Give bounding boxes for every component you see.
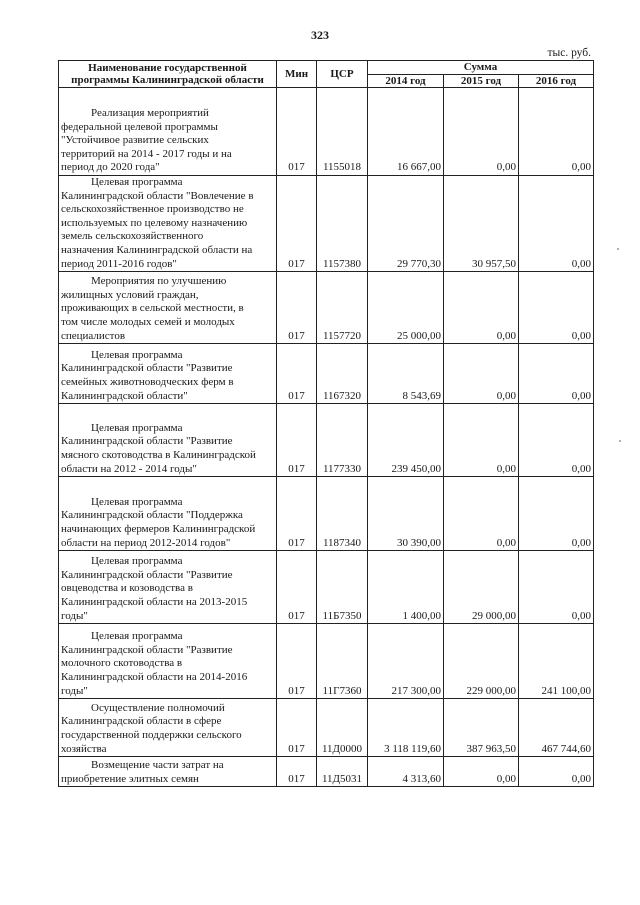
header-row-1 [59,61,594,75]
program-name-line: хозяйства [61,742,107,755]
header-year-2015: 2015 год [444,74,519,88]
csr-code-cell: 1155018 [317,88,368,176]
program-name-line: Реализация мероприятий [91,107,209,120]
sum-2015-cell: 29 000,00 [444,551,519,624]
sum-2016-cell: 467 744,60 [519,699,594,757]
program-name-line: период 2011-2016 годов" [61,257,177,270]
header-csr: ЦСР [317,61,368,88]
program-name-line: Целевая программа [91,176,183,188]
sum-2016-cell: 241 100,00 [519,624,594,699]
program-name-line: государственной поддержки сельского [61,728,242,741]
table-row [59,404,594,477]
ministry-code-cell: 017 [277,699,317,757]
sum-2014-cell: 25 000,00 [368,272,444,344]
program-name-line: Калининградской области "Поддержка [61,509,243,522]
ministry-code-cell: 017 [277,88,317,176]
program-name-cell [59,176,277,272]
program-name-line: семейных животноводческих ферм в [61,375,234,388]
ministry-code-cell: 017 [277,344,317,404]
sum-2016-cell: 0,00 [519,88,594,176]
program-name-cell [59,404,277,477]
program-name-line: Осуществление полномочий [91,701,225,714]
csr-code-cell: 11Г7360 [317,624,368,699]
csr-code-cell: 11Д0000 [317,699,368,757]
program-name-line: Калининградской области "Развитие [61,435,233,448]
table-row [59,624,594,699]
program-name-line: "Устойчивое развитие сельских [61,134,209,147]
page-number: 323 [311,28,329,42]
program-name-line: Возмещение части затрат на [91,758,224,771]
ministry-code-cell: 017 [277,272,317,344]
header-year-2016: 2016 год [519,74,594,88]
program-name-line: проживающих в сельской местности, в [61,302,244,315]
csr-code-cell: 1157720 [317,272,368,344]
sum-2014-cell: 1 400,00 [368,551,444,624]
program-name-line: области на 2012 - 2014 годы" [61,462,197,475]
csr-code-cell: 1167320 [317,344,368,404]
program-name-cell [59,88,277,176]
csr-code-cell: 11Д5031 [317,757,368,787]
program-name-line: назначения Калининградской области на [61,243,253,256]
program-name-line: Калининградской области в сфере [61,715,222,728]
program-name-line: начинающих фермеров Калининградской [61,522,256,535]
sum-2016-cell: 0,00 [519,344,594,404]
budget-table [58,60,594,787]
program-name-line: Целевая программа [91,555,183,568]
ministry-code-cell: 017 [277,624,317,699]
program-name-line: Калининградской области "Развитие [61,362,233,375]
program-name-line: территорий на 2014 - 2017 годы и на [61,147,232,160]
program-name-cell [59,551,277,624]
program-name-line: земель сельскохозяйственного [61,230,204,243]
sum-2015-cell: 0,00 [444,344,519,404]
table-row [59,699,594,757]
program-name-line: том числе молодых семей и молодых [61,315,235,328]
program-name-line: специалистов [61,329,126,342]
sum-2014-cell: 29 770,30 [368,176,444,272]
program-name-line: Целевая программа [91,421,183,434]
program-name-line: Целевая программа [91,495,183,508]
sum-2014-cell: 3 118 119,60 [368,699,444,757]
program-name-line: области на период 2012-2014 годов" [61,536,231,549]
program-name-line: годы" [61,684,88,697]
program-name-line: годы" [61,609,88,622]
program-name-line: Калининградской области на 2014-2016 [61,670,248,683]
header-sum: Сумма [368,61,594,75]
table-row [59,757,594,787]
table-row [59,477,594,551]
ministry-code-cell: 017 [277,551,317,624]
csr-code-cell: 1177330 [317,404,368,477]
program-name-line: Калининградской области "Развитие [61,643,233,656]
sum-2016-cell: 0,00 [519,757,594,787]
sum-2016-cell: 0,00 [519,272,594,344]
sum-2014-cell: 217 300,00 [368,624,444,699]
ministry-code-cell: 017 [277,757,317,787]
program-name-line: Калининградской области на 2013-2015 [61,595,248,608]
program-name-line: период до 2020 года" [61,161,160,174]
program-name-cell [59,344,277,404]
program-name-line: сельскохозяйственное производство не [61,203,244,216]
program-name-line: жилищных условий граждан, [61,288,199,301]
sum-2014-cell: 239 450,00 [368,404,444,477]
table-row [59,176,594,272]
table-row [59,344,594,404]
program-name-line: федеральной целевой программы [61,120,218,133]
sum-2015-cell: 229 000,00 [444,624,519,699]
table-row [59,272,594,344]
sum-2016-cell: 0,00 [519,404,594,477]
header-program-name: Наименование государственной программы Калининградской области [59,61,277,88]
units-label: тыс. руб. [547,47,591,59]
csr-code-cell: 1187340 [317,477,368,551]
sum-2016-cell: 0,00 [519,176,594,272]
ministry-code-cell: 017 [277,176,317,272]
sum-2015-cell: 0,00 [444,272,519,344]
header-min: Мин [277,61,317,88]
program-name-line: молочного скотоводства в [61,657,183,670]
sum-2014-cell: 4 313,60 [368,757,444,787]
sum-2016-cell: 0,00 [519,477,594,551]
header-year-2014: 2014 год [368,74,444,88]
csr-code-cell: 1157380 [317,176,368,272]
sum-2015-cell: 0,00 [444,88,519,176]
csr-code-cell: 11Б7350 [317,551,368,624]
sum-2014-cell: 30 390,00 [368,477,444,551]
sum-2015-cell: 0,00 [444,757,519,787]
program-name-line: Целевая программа [91,348,183,361]
sum-2016-cell: 0,00 [519,551,594,624]
program-name-cell [59,699,277,757]
program-name-line: мясного скотоводства в Калининградской [61,448,256,461]
program-name-line: используемых по целевому назначению [61,216,248,229]
program-name-cell [59,624,277,699]
program-name-line: Калининградской области "Развитие [61,568,233,581]
program-name-line: Калининградской области" [61,389,188,402]
table-row [59,551,594,624]
scan-speck [617,248,619,250]
ministry-code-cell: 017 [277,477,317,551]
sum-2015-cell: 0,00 [444,477,519,551]
program-name-line: приобретение элитных семян [61,772,199,785]
program-name-cell [59,757,277,787]
sum-2015-cell: 387 963,50 [444,699,519,757]
sum-2015-cell: 0,00 [444,404,519,477]
program-name-cell [59,272,277,344]
scan-speck [619,440,621,442]
sum-2014-cell: 16 667,00 [368,88,444,176]
sum-2015-cell: 30 957,50 [444,176,519,272]
table-row [59,88,594,176]
program-name-line: Мероприятия по улучшению [91,275,227,288]
program-name-line: овцеводства и козоводства в [61,582,193,595]
program-name-line: Калининградской области "Вовлечение в [61,189,254,202]
ministry-code-cell: 017 [277,404,317,477]
program-name-cell [59,477,277,551]
sum-2014-cell: 8 543,69 [368,344,444,404]
program-name-line: Целевая программа [91,630,183,643]
table-body [59,88,594,787]
